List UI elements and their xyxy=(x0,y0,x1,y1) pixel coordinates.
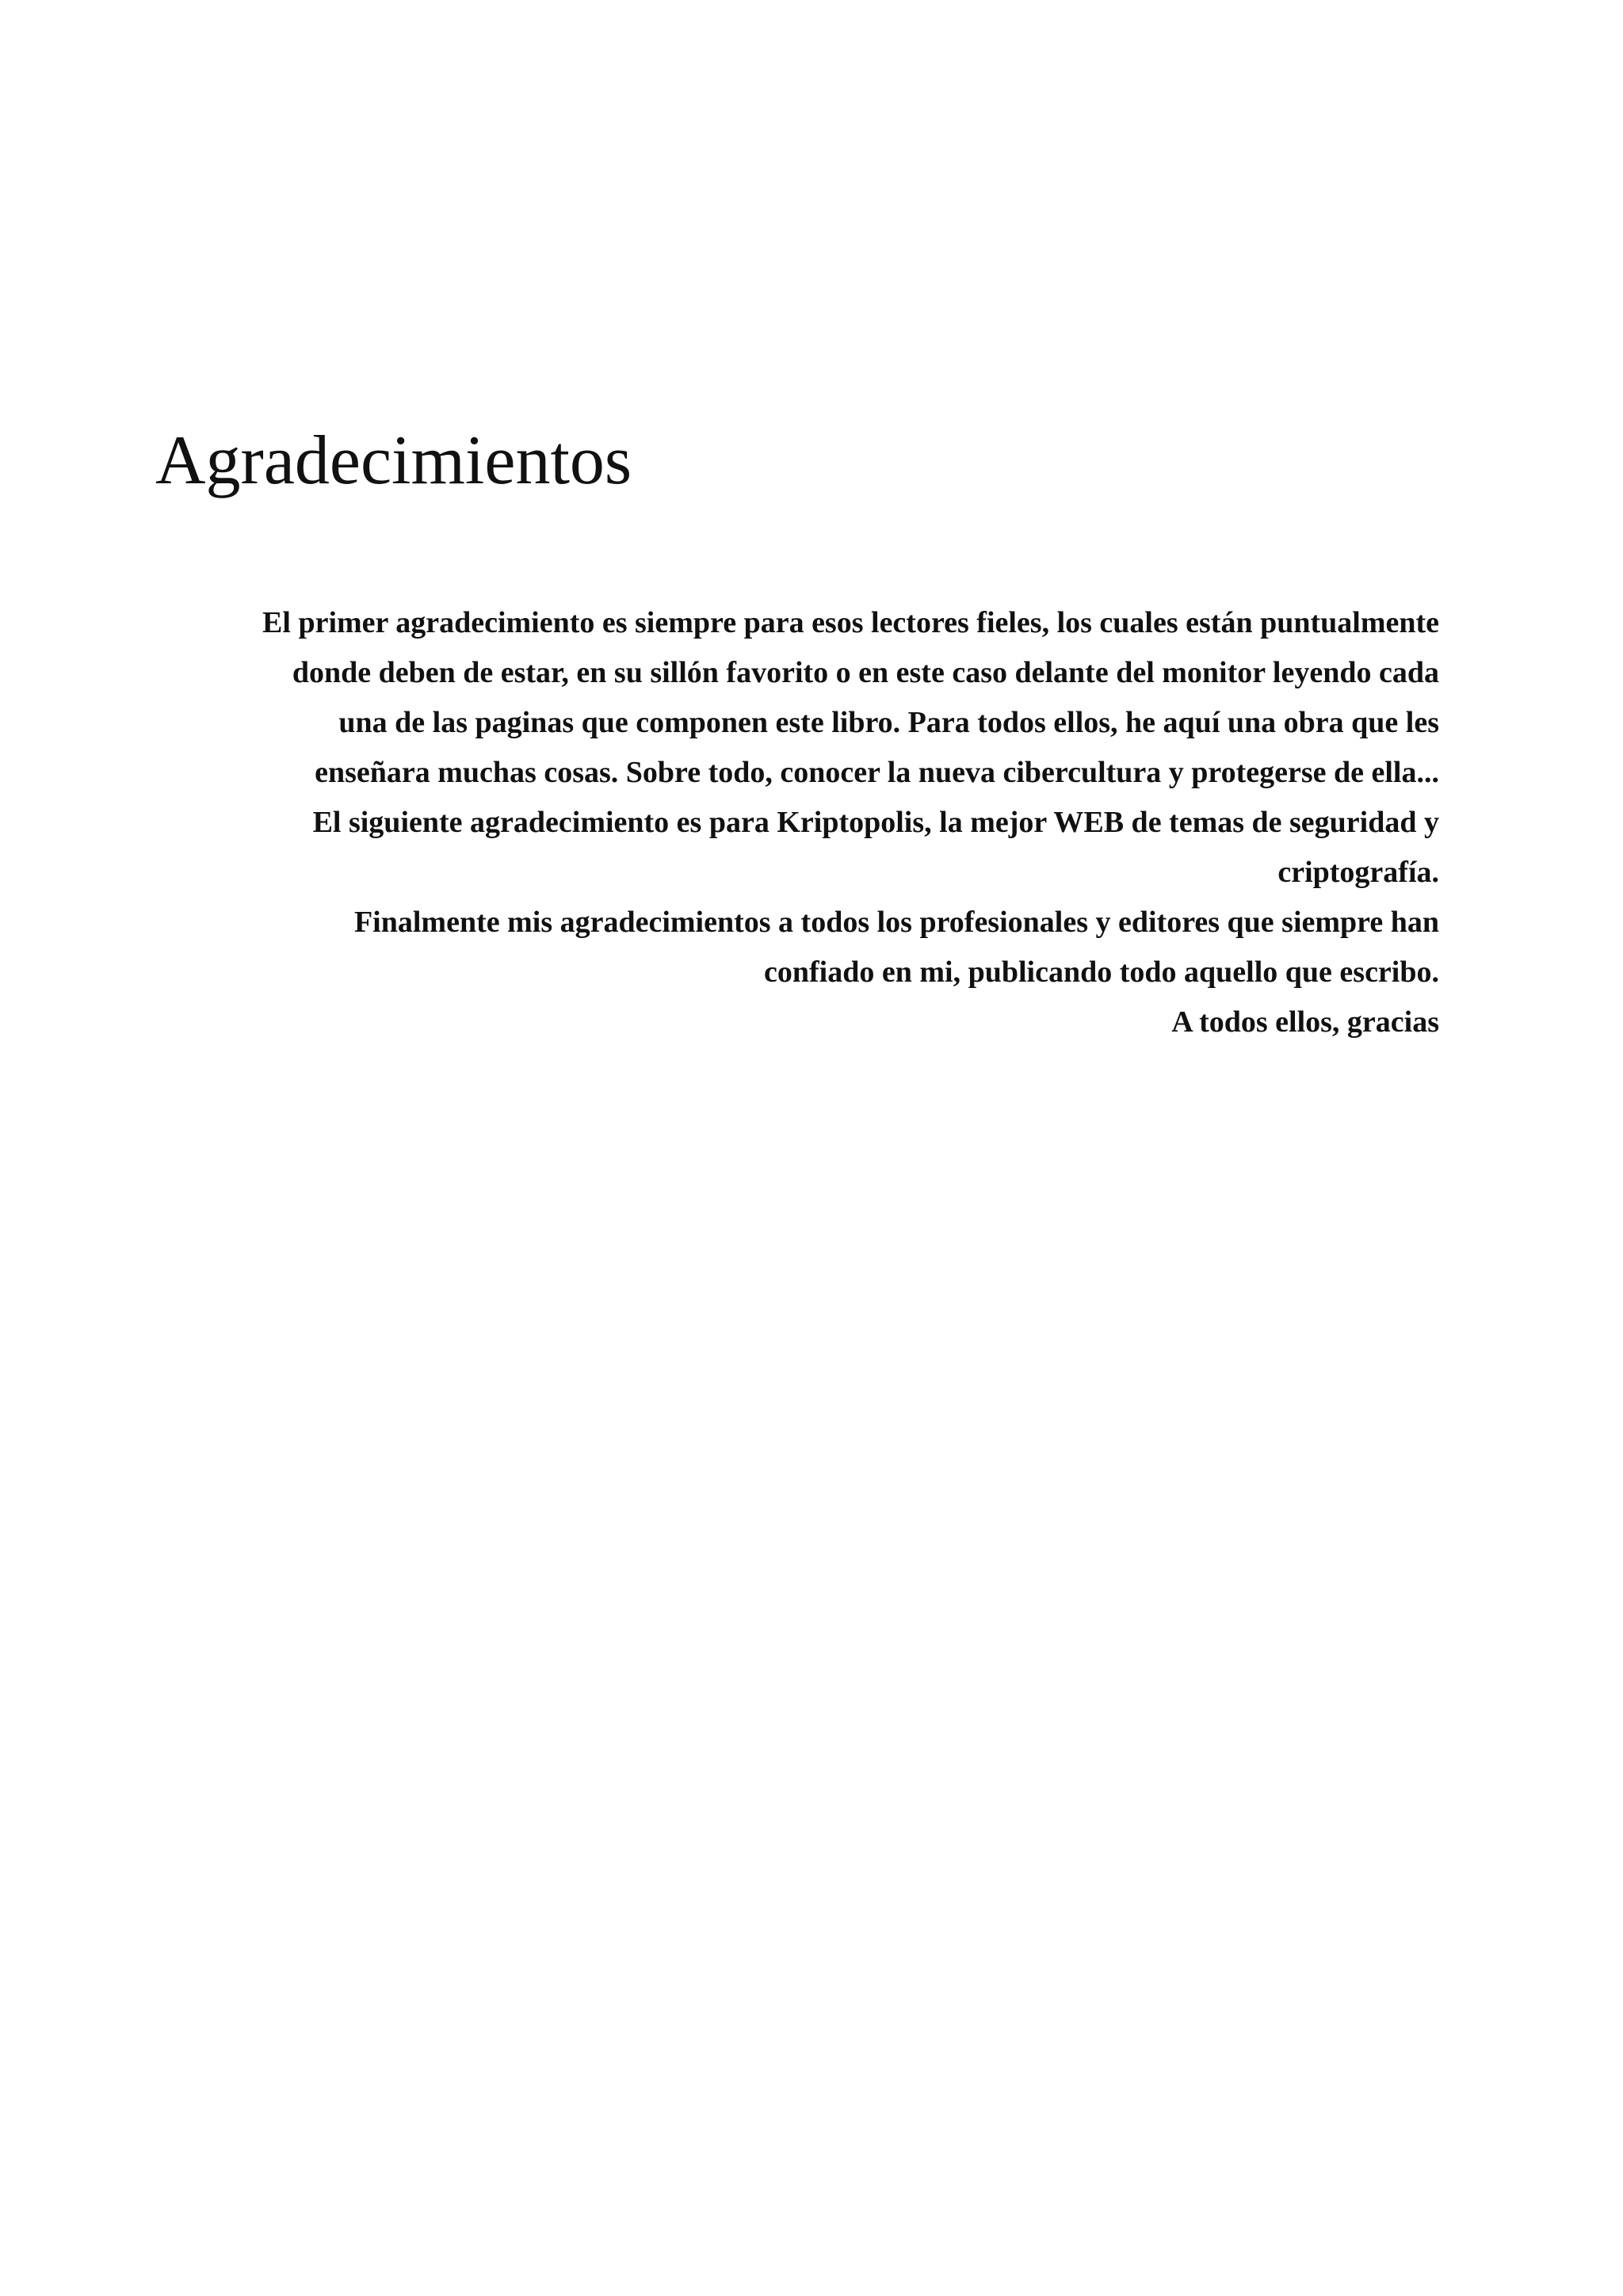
text-line: El primer agradecimiento es siempre para esos lectores fieles, los cuales están puntualmente xyxy=(262,606,1439,639)
acknowledgements-text xyxy=(155,598,1439,1047)
text-line: una de las paginas que componen este libro. Para todos ellos, he aquí una obra que les xyxy=(338,706,1439,739)
text-line: A todos ellos, gracias xyxy=(1171,1005,1439,1039)
text-line: Finalmente mis agradecimientos a todos los profesionales y editores que siempre han xyxy=(353,906,1439,939)
text-line: El siguiente agradecimiento es para Kriptopolis, la mejor WEB de temas de seguridad y xyxy=(312,806,1439,839)
text-line: donde deben de estar, en su sillón favorito o en este caso delante del monitor leyendo cada xyxy=(292,656,1439,689)
text-line: confiado en mi, publicando todo aquello que escribo. xyxy=(764,955,1439,989)
text-line: enseñara muchas cosas. Sobre todo, conocer la nueva cibercultura y protegerse de ella... xyxy=(315,756,1439,789)
page-title: Agradecimientos xyxy=(155,422,632,499)
text-line: criptografía. xyxy=(1277,856,1439,889)
